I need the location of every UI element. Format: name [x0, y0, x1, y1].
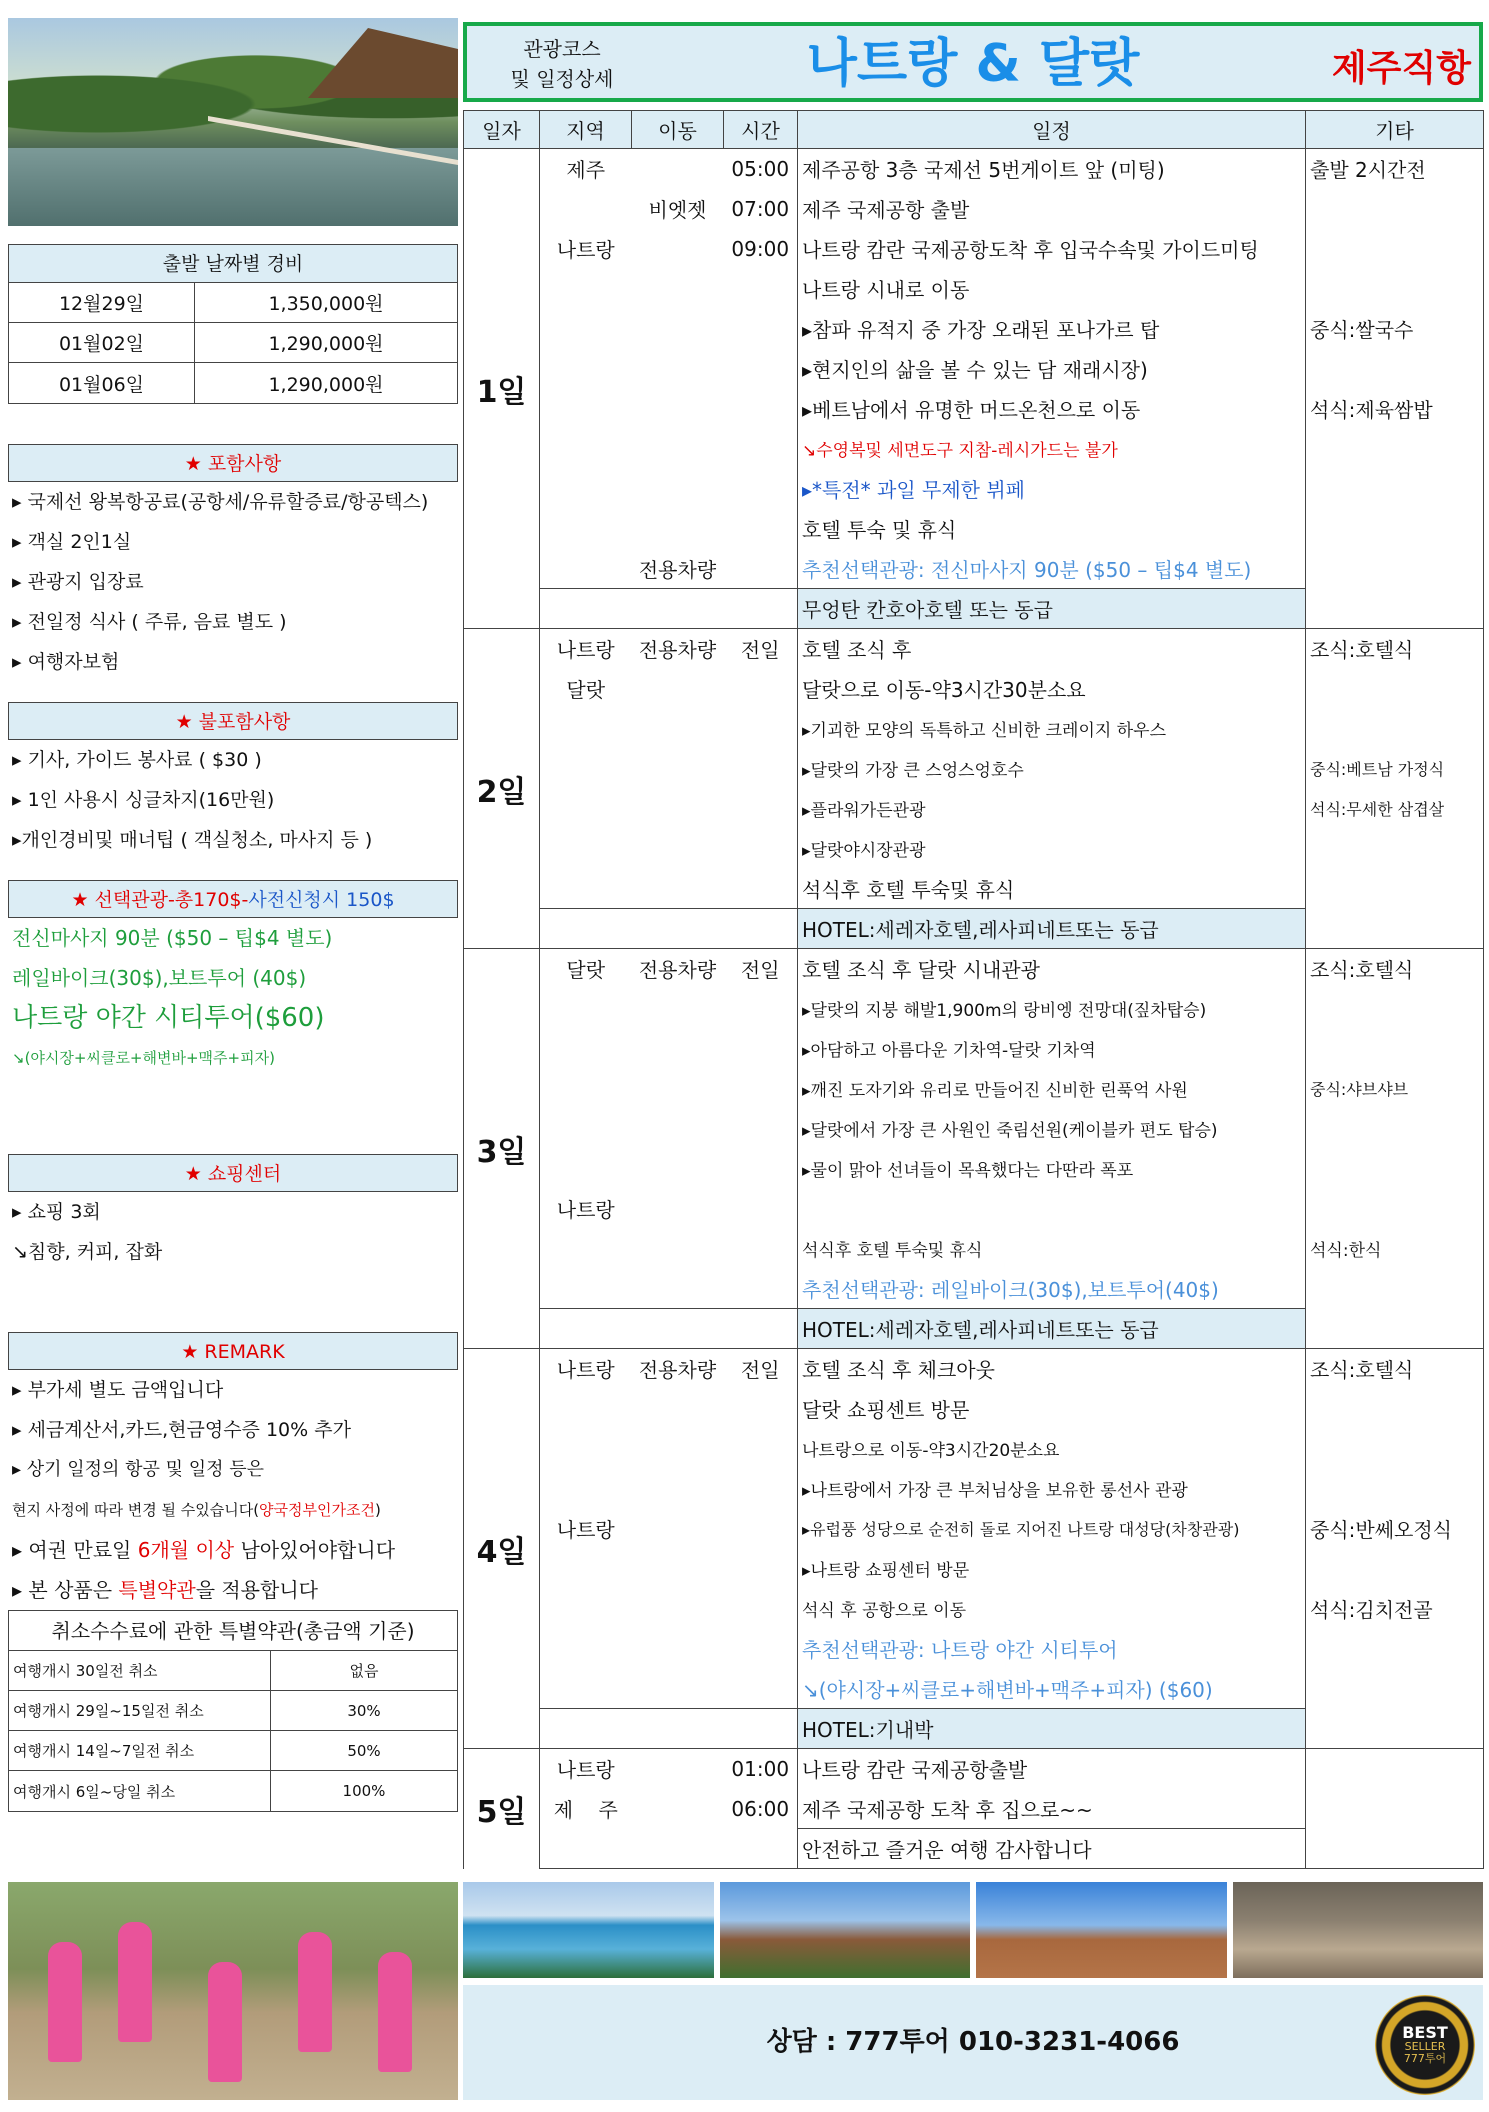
table-row: 안전하고 즐거운 여행 감사합니다 [464, 1829, 1484, 1869]
table-row: 여행개시 6일~당일 취소 100% [9, 1771, 457, 1811]
list-item: ▸ 쇼핑 3회 [12, 1201, 101, 1223]
title-banner [463, 22, 1483, 102]
page-title: 나트랑 & 달랏 [806, 34, 1140, 94]
table-row: ▸깨진 도자기와 유리로 만들어진 신비한 린푹억 사원 중식:샤브샤브 [464, 1069, 1484, 1109]
list-item: ▸개인경비및 매너팁 ( 객실청소, 마사지 등 ) [12, 829, 373, 851]
price-row: 12월29일 1,350,000원 [9, 283, 457, 323]
table-row: ▸나트랑 쇼핑센터 방문 [464, 1549, 1484, 1589]
star-icon: ★ [181, 1341, 205, 1363]
remark-list [8, 1370, 458, 1610]
photo-strip [463, 1882, 1483, 1978]
table-row: ▸베트남에서 유명한 머드온천으로 이동 석식:제육쌈밥 [464, 389, 1484, 429]
list-item: ▸ 부가세 별도 금액입니다 [12, 1379, 224, 1401]
list-item: ↘(야시장+씨클로+해변바+맥주+피자) [12, 1049, 275, 1067]
table-row: ▸아담하고 아름다운 기차역-달랏 기차역 [464, 1029, 1484, 1069]
right-column [463, 22, 1483, 1869]
resort-photo [8, 18, 458, 226]
excluded-list [8, 740, 458, 860]
cancellation-table [8, 1610, 458, 1812]
table-row: ▸기괴한 모양의 독특하고 신비한 크레이지 하우스 [464, 709, 1484, 749]
table-row: ▸플라워가든관광 석식:무세한 삼겹살 [464, 789, 1484, 829]
price-row: 01월06일 1,290,000원 [9, 363, 457, 403]
list-item: ▸ 객실 2인1실 [12, 531, 132, 553]
table-row: ▸달랏에서 가장 큰 사원인 죽림선원(케이블카 편도 탑승) [464, 1109, 1484, 1149]
list-item: ▸ 관광지 입장료 [12, 571, 144, 593]
table-row: 나트랑 [464, 1189, 1484, 1229]
star-icon: ★ [184, 453, 208, 475]
table-row: 석식 후 공항으로 이동 석식:김치전골 [464, 1589, 1484, 1629]
table-row: 석식후 호텔 투숙및 휴식 석식:한식 [464, 1229, 1484, 1269]
day-label: 1일 [464, 149, 540, 629]
dance-photo [8, 1882, 458, 2100]
table-row: ▸달랏야시장관광 [464, 829, 1484, 869]
contact-bar [463, 1985, 1483, 2100]
price-row: 01월02일 1,290,000원 [9, 323, 457, 363]
table-row: 1일 제주 05:00 제주공항 3층 국제선 5번게이트 앞 (미팅) 출발 2시간전 [464, 149, 1484, 189]
table-header-row: 일자 지역 이동 시간 일정 기타 [464, 111, 1484, 149]
table-row: 여행개시 30일전 취소 없음 [9, 1651, 457, 1691]
list-item: 전신마사지 90분 ($50 – 팁$4 별도) [12, 926, 333, 950]
left-column [8, 18, 458, 1812]
list-item: ▸ 전일정 식사 ( 주류, 음료 별도 ) [12, 611, 287, 633]
table-row: ▸참파 유적지 중 가장 오래된 포나가르 탑 중식:쌀국수 [464, 309, 1484, 349]
table-row: 여행개시 29일~15일전 취소 30% [9, 1691, 457, 1731]
table-row: ▸현지인의 삶을 볼 수 있는 담 재래시장) [464, 349, 1484, 389]
contact-info: 상담 : 777투어 010-3231-4066 [766, 2027, 1180, 2057]
list-item: ▸ 여행자보험 [12, 651, 120, 673]
star-icon: ★ [71, 889, 95, 911]
table-row: 나트랑 09:00 나트랑 캄란 국제공항도착 후 입국수속및 가이드미팅 [464, 229, 1484, 269]
table-row: 4일 나트랑 전용차량 전일 호텔 조식 후 체크아웃 조식:호텔식 [464, 1349, 1484, 1389]
direct-flight-label: 제주직항 [1331, 48, 1471, 89]
table-row: 나트랑으로 이동-약3시간20분소요 [464, 1429, 1484, 1469]
table-row: ▸*특전* 과일 무제한 뷔페 [464, 469, 1484, 509]
day-label: 5일 [464, 1749, 540, 1869]
beach-resort-photo [463, 1882, 714, 1978]
list-item: ▸ 세금계산서,카드,현금영수증 10% 추가 [12, 1419, 351, 1441]
excluded-header: ★ 불포함사항 [8, 702, 458, 740]
shopping-list [8, 1192, 458, 1272]
price-table-header: 출발 날짜별 경비 [9, 245, 457, 283]
list-item: ▸ 1인 사용시 싱글차지(16만원) [12, 789, 275, 811]
list-item: 레일바이크(30$),보트투어 (40$) [12, 966, 307, 990]
list-item: 나트랑 야간 시티투어($60) [12, 1003, 325, 1033]
day-label: 4일 [464, 1349, 540, 1749]
itinerary-table [463, 110, 1484, 1869]
shopping-header: ★ 쇼핑센터 [8, 1154, 458, 1192]
optional-tour-header: ★ 선택관광-총170$-사전신청시 150$ [8, 880, 458, 918]
list-item: ▸ 국제선 왕복항공료(공항세/유류할증료/항공텍스) [12, 491, 429, 513]
optional-list [8, 918, 458, 1078]
title-subtitle: 관광코스 및 일정상세 [510, 37, 614, 91]
table-row: 제 주 06:00 제주 국제공항 도착 후 집으로~~ [464, 1789, 1484, 1829]
included-list [8, 482, 458, 682]
cancellation-header: 취소수수료에 관한 특별약관(총금액 기준) [9, 1611, 457, 1651]
table-row: 나트랑 ▸유럽풍 성당으로 순전히 돌로 지어진 나트랑 대성당(차창관광) 중식:반쎄오정식 [464, 1509, 1484, 1549]
pagoda-photo [720, 1882, 971, 1978]
star-icon: ★ [184, 1163, 208, 1185]
included-header: ★ 포함사항 [8, 444, 458, 482]
table-row: 추천선택관광: 레일바이크(30$),보트투어(40$) [464, 1269, 1484, 1309]
price-table [8, 244, 458, 404]
table-row: ▸물이 맑아 선녀들이 목욕했다는 다딴라 폭포 [464, 1149, 1484, 1189]
hotel-row: HOTEL:기내박 [464, 1709, 1484, 1749]
table-row: 달랏 달랏으로 이동-약3시간30분소요 [464, 669, 1484, 709]
day-label: 3일 [464, 949, 540, 1349]
day-label: 2일 [464, 629, 540, 949]
list-item: ▸ 기사, 가이드 봉사료 ( $30 ) [12, 749, 262, 771]
table-row: ▸나트랑에서 가장 큰 부처님상을 보유한 롱선사 관광 [464, 1469, 1484, 1509]
table-row: ▸달랏의 가장 큰 스엉스엉호수 중식:베트남 가정식 [464, 749, 1484, 789]
list-item: ▸ 본 상품은 특별약관을 적용합니다 [12, 1578, 318, 1602]
table-row: 여행개시 14일~7일전 취소 50% [9, 1731, 457, 1771]
list-item: ↘침향, 커피, 잡화 [12, 1241, 163, 1263]
mud-bath-photo [1233, 1882, 1484, 1978]
table-row: 추천선택관광: 나트랑 야간 시티투어 [464, 1629, 1484, 1669]
list-item: ▸ 여권 만료일 6개월 이상 남아있어야합니다 [12, 1538, 396, 1562]
remark-header: ★ REMARK [8, 1332, 458, 1370]
table-row: 석식후 호텔 투숙및 휴식 [464, 869, 1484, 909]
table-row: ↘(야시장+씨클로+해변바+맥주+피자) ($60) [464, 1669, 1484, 1709]
table-row: 2일 나트랑 전용차량 전일 호텔 조식 후 조식:호텔식 [464, 629, 1484, 669]
table-row: 전용차량 추천선택관광: 전신마사지 90분 ($50 – 팁$4 별도) [464, 549, 1484, 589]
list-item: ▸ 상기 일정의 항공 및 일정 등은 [12, 1459, 265, 1480]
table-row: 5일 나트랑 01:00 나트랑 캄란 국제공항출발 [464, 1749, 1484, 1789]
table-row: 3일 달랏 전용차량 전일 호텔 조식 후 달랏 시내관광 조식:호텔식 [464, 949, 1484, 989]
hotel-row: 무엉탄 칸호아호텔 또는 동급 [464, 589, 1484, 629]
star-icon: ★ [175, 711, 199, 733]
table-row: ▸달랏의 지붕 해발1,900m의 랑비엥 전망대(짚차탑승) [464, 989, 1484, 1029]
hotel-row: HOTEL:세레자호텔,레사피네트또는 동급 [464, 909, 1484, 949]
table-row: 호텔 투숙 및 휴식 [464, 509, 1484, 549]
table-row: 나트랑 시내로 이동 [464, 269, 1484, 309]
cham-tower-photo [976, 1882, 1227, 1978]
table-row: 비엣젯 07:00 제주 국제공항 출발 [464, 189, 1484, 229]
hotel-row: HOTEL:세레자호텔,레사피네트또는 동급 [464, 1309, 1484, 1349]
table-row: ↘수영복및 세면도구 지참-레시가드는 불가 [464, 429, 1484, 469]
best-seller-icon: BEST SELLER 777투어 [1375, 1995, 1475, 2095]
list-item: 현지 사정에 따라 변경 될 수있습니다(양국정부인가조건) [12, 1501, 381, 1519]
table-row: 달랏 쇼핑센트 방문 [464, 1389, 1484, 1429]
